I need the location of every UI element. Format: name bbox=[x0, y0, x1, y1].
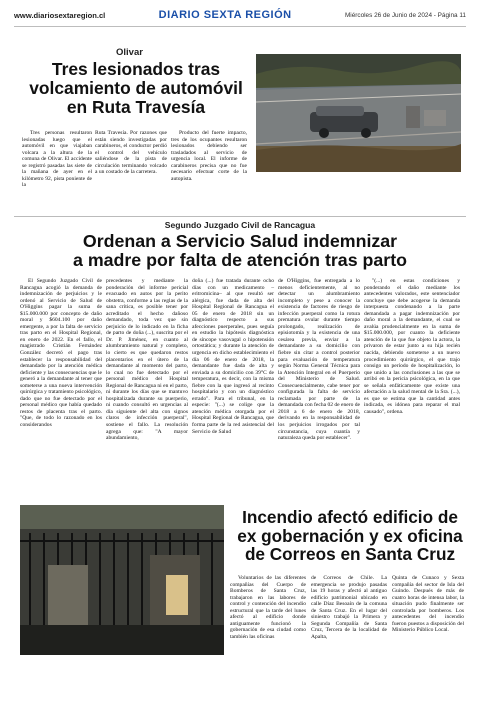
article2-headline: Ordenan a Servicio Salud indemnizar a madre por falta de atención tras parto bbox=[73, 231, 407, 271]
overturned-car-photo bbox=[256, 54, 461, 172]
article1-col2: Ruta Travesía. Por razones que están siendo investigadas por carabineros, el conductor perdió el control del vehículo saliéndose de la pista de circulación terminando volcado a un costado de la carretera. bbox=[95, 130, 167, 176]
fire-scene-image bbox=[20, 505, 224, 655]
newspaper-brand: DIARIO SEXTA REGIÓN bbox=[158, 9, 292, 21]
article1-col1: Tres personas resultaron lesionadas luego que el automóvil en que viajaban volcara a la altura de la comuna de Olivar. El accidente se registró pasadas las siete de la mañana de ayer en el kilómetro 92, pista poniente de la bbox=[22, 130, 92, 189]
article2-col4: de O'Higgins, fue entregada a lo menos deficientemente, al no detectar un alumbramiento incompleto y pese a conocer la existencia de factores de riesgo de infección puerperal como la rotura prematura ovular durante tiempo prolongado, realización de episiotomía y la existencia de una cesárea previa, enviar a la demandante a su domicilio con fiebre sin citar a control posterior para evaluación de temperatura según Norma General Técnica para la Atención Integral en el Puerperio del Ministerio de Salud. Consecuencialmente, cabe tener por configurada la falta de servicio reclamada por parte de la demandada con fecha 02 de enero de 2018 a 6 de enero de 2018, derivando en la responsabilidad de los perjuicios irrogados por tal circunstancia, cuya cuantía y naturaleza queda por establecer". bbox=[278, 278, 360, 442]
highway-scene-image bbox=[256, 54, 461, 172]
fire-building-photo bbox=[20, 505, 224, 655]
website-url: www.diariosextaregion.cl bbox=[14, 10, 106, 20]
article1-col3: Producto del fuerte impacto, tres de los ocupantes resultaron lesionados debiendo ser trasladados al servicio de urgencia local. El informe de carabineros precisa que no fue necesario efectuar corte de la autopista. bbox=[171, 130, 247, 182]
article2-col3: doña (...) fue tratada durante ocho días con un medicamento –eritromicina– al que resultó ser alérgica, fue dada de alta del Hospital Regional de Rancagua el 05 de enero de 2018 sin un diagnóstico respecto a sus afecciones puerperales, pues seguía en estudio la hipótesis diagnóstica de síncope vasovagal o hipotensión ortostática; y durante la atención de urgencia en dicho establecimiento el día 06 de enero de 2018, la demandante fue dada de alta y enviada a su domicilio con 39°C de temperatura, es decir, con la misma fiebre con la que ingresó al recinto hospitalario y con un diagnóstico errado". Para el tribunal, en la especie: "(...) se colige que la atención médica otorgada por el Hospital Regional de Rancagua, que forma parte de la red asistencial del Servicio de Salud bbox=[192, 278, 274, 435]
article1-headline: Tres lesionados tras volcamiento de automóvil en Ruta Travesía bbox=[29, 59, 243, 117]
article1-kicker: Olivar bbox=[116, 47, 143, 58]
article2-kicker: Segundo Juzgado Civil de Rancagua bbox=[164, 220, 316, 230]
section-divider bbox=[14, 216, 466, 217]
article3-col3: Quinta de Cunaco y Sexta compañía del sector de Isla del Guindo. Después de más de cuatro horas de intensa labor, la situación pudo finalmente ser controlada por bomberos. Los antecedentes del incendio fueron puestos a disposición del Ministerio Público Local. bbox=[392, 575, 464, 634]
page-header bbox=[14, 4, 466, 27]
article3-headline: Incendio afectó edificio de ex gobernación y ex oficina de Correos en Santa Cruz bbox=[237, 507, 463, 565]
article3-col2: de Correos de Chile. La emergencia se produjo pasadas las 19 horas y afectó al antiguo edificio patrimonial ubicado en calle Díaz Besoaín de la comuna de Santa Cruz. En el lugar del siniestro trabajó la Primera y Segunda Compañía de Santa Cruz, Tercera de la localidad de Apalta, bbox=[311, 575, 387, 640]
article2-col1: El Segundo Juzgado Civil de Rancagua acogió la demanda de indemnización de perjuicios y le ordenó al Servicio de Salud de O'Higgins pagar la suma de $15.000.000 por concepto de daño moral y $604.100 por daño emergente, a por la falta de servicio tras parto en el Hospital Regional, en enero de 2022. En el fallo, el magistrado Cristián Fernández González decretó el pago tras establecer la responsabilidad del demandado por la atención médica deficiente y las consecuencias que le generó a la demandante al tener que someterse a una nueva intervención quirúrgica y tratamiento psicológico, dado que no fue detectado por el personal médico que había quedado restos de placenta tras el parto. "Que, de todo lo razonado en los considerandos bbox=[20, 278, 102, 429]
article3-col1: Voluntarios de las diferentes compañías del Cuerpo de Bomberos de Santa Cruz, trabajaron en las labores de control y contención del incendio estructural que la tarde del lunes afectó al edificio donde antiguamente funcionó la gobernación de esa ciudad como también las oficinas bbox=[230, 575, 306, 640]
article2-col2: precedentes y mediante la ponderación del informe pericial evacuado en autos por la perito obstetra, conforme a las reglas de la sana crítica, es posible tener por acreditado el hecho dañoso demandado, toda vez que sin perjuicio de lo indicado en la ficha de parto de doña (...), suscrita por el Dr. P. Jiménez, en cuanto al alumbramiento natural y completo, lo cierto es que quedaron restos placentarios en el útero de la demandante al momento del parto, lo cual no fue detectado por el personal médico del Hospital Regional de Rancagua ni en el parto, ni durante los días que se mantuvo hospitalizada durante su puerperio, ni cuando consultó en urgencias al día siguiente del alta con signos claros de infección puerperal", sostiene el fallo. La resolución agrega que: "A mayor abundamiento, bbox=[106, 278, 188, 442]
article2-col5: "(...) en estas condiciones y ponderando el daño mediante los antecedentes valorados, este sentenciador concluye que debe acogerse la demanda interpuesta condenando a la parte demandada a pagar indemnización por daño moral a la demandante, el cual se avalúa prudencialmente en la suma de $15.000.000, por cuanto la deficiente atención de la que fue objeto la actora, la privaron de estar junto a su hija recién nacida, debiendo someterse a un nuevo procedimiento quirúrgico, el que trajo consigo un período de hospitalización, lo que unido a las conclusiones a las que se arribó en la pericia psicológica, en la que se señala enfáticamente que existe una afectación a la salud mental de la Sra. (...), es que se estima que la cantidad antes indicada, es idónea para reparar el mal causado", ordena. bbox=[364, 278, 460, 415]
date-page: Miércoles 26 de Junio de 2024 - Página 11 bbox=[344, 11, 466, 19]
